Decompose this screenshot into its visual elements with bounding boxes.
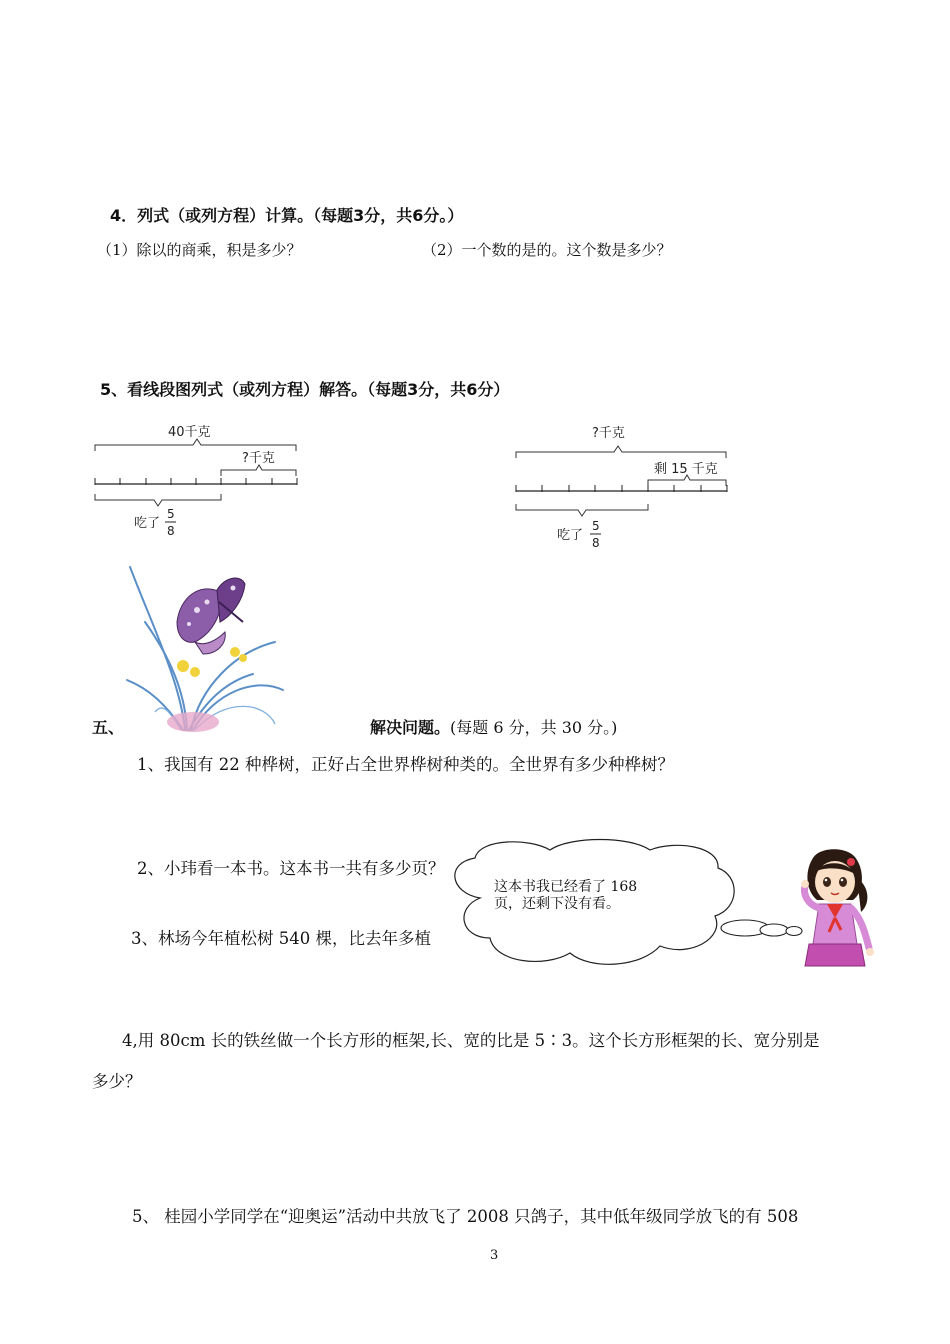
part5-score-note: (每题 6 分，共 30 分。) bbox=[450, 718, 618, 737]
section5-heading: 5、看线段图列式（或列方程）解答。（每题3分，共6分） bbox=[100, 380, 510, 399]
left-ate-label: 吃了 bbox=[134, 516, 161, 531]
problem-5: 5、 桂园小学同学在“迎奥运”活动中共放飞了 2008 只鸽子，其中低年级同学放飞的有 508 bbox=[132, 1207, 799, 1226]
butterfly-orchid-illustration bbox=[125, 562, 285, 734]
problem-2: 2、小玮看一本书。这本书一共有多少页？ bbox=[137, 859, 445, 878]
right-ate-label: 吃了 bbox=[557, 528, 584, 543]
part5-title: 解决问题。 bbox=[370, 718, 451, 737]
left-rest-brace bbox=[221, 465, 296, 476]
right-fraction-numerator: 5 bbox=[592, 519, 600, 533]
right-ate-brace bbox=[516, 504, 648, 516]
line-diagram-right bbox=[510, 418, 735, 558]
section4-question-2: （2）一个数的是的。这个数是多少？ bbox=[422, 241, 672, 259]
right-fraction-denominator: 8 bbox=[592, 536, 600, 550]
left-fraction-denominator: 8 bbox=[167, 524, 175, 538]
left-fraction-numerator: 5 bbox=[167, 507, 175, 521]
left-total-label: 40千克 bbox=[168, 425, 211, 440]
line-diagram-left bbox=[90, 418, 305, 548]
left-rest-label: ?千克 bbox=[242, 451, 275, 466]
bubble-text-line-2: 页，还剩下没有看。 bbox=[494, 896, 620, 912]
girl-illustration bbox=[795, 848, 877, 970]
part5-number: 五、 bbox=[92, 718, 125, 737]
section4-heading: 4．列式（或列方程）计算。（每题3分，共6分。） bbox=[110, 206, 464, 225]
right-total-brace bbox=[516, 446, 726, 458]
part5-heading bbox=[370, 715, 617, 738]
left-total-brace bbox=[95, 439, 296, 451]
problem-1: 1、我国有 22 种桦树，正好占全世界桦树种类的。全世界有多少种桦树？ bbox=[137, 755, 674, 774]
right-rest-label: 剩 15 千克 bbox=[654, 462, 718, 477]
right-total-label: ?千克 bbox=[592, 426, 625, 441]
problem-4-line-1: 4,用 80cm 长的铁丝做一个长方形的框架,长、宽的比是 5∶3。这个长方形框架的长、宽分别是 bbox=[122, 1031, 820, 1050]
problem-3: 3、林场今年植松树 540 棵，比去年多植 bbox=[131, 929, 431, 948]
page-number: 3 bbox=[490, 1248, 499, 1263]
problem-4-line-2: 多少？ bbox=[92, 1072, 142, 1091]
section4-question-1: （1）除以的商乘，积是多少？ bbox=[97, 241, 302, 259]
bubble-text-line-1: 这本书我已经看了 168 bbox=[494, 879, 638, 895]
left-ate-brace bbox=[95, 494, 221, 506]
